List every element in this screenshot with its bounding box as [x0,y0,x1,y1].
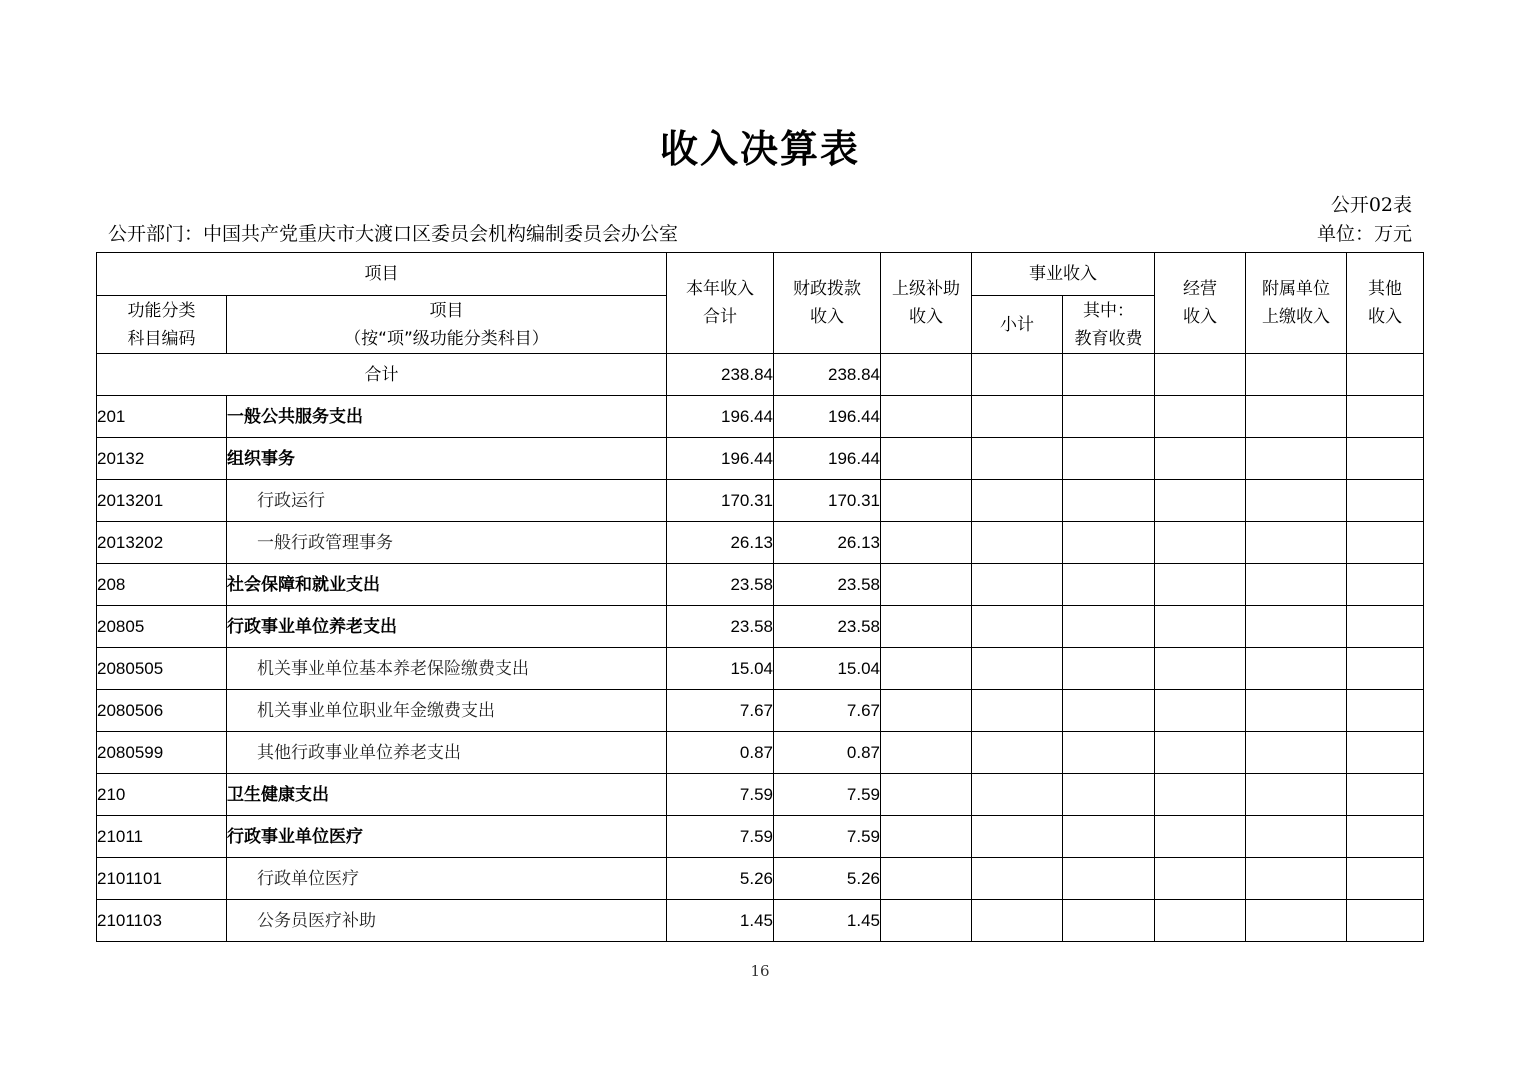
row-code: 2013202 [97,522,227,564]
empty-cell [881,522,972,564]
empty-cell [1155,690,1246,732]
empty-cell [1155,648,1246,690]
row-name: 一般行政管理事务 [227,522,667,564]
row-code: 2080599 [97,732,227,774]
row-name: 机关事业单位职业年金缴费支出 [227,690,667,732]
empty-cell [972,606,1063,648]
empty-cell [972,522,1063,564]
empty-cell [1063,438,1155,480]
row-total-income: 7.59 [667,774,774,816]
empty-cell [972,900,1063,942]
table-row [97,690,1424,732]
empty-cell [972,564,1063,606]
empty-cell [1246,900,1347,942]
row-code: 20132 [97,438,227,480]
row-code: 21011 [97,816,227,858]
empty-cell [1246,732,1347,774]
total-label: 合计 [97,354,667,396]
table-row [97,606,1424,648]
empty-cell [1347,606,1424,648]
empty-cell [1246,480,1347,522]
row-fiscal: 1.45 [774,900,881,942]
row-total-income: 7.67 [667,690,774,732]
table-row [97,564,1424,606]
empty-cell [1063,522,1155,564]
empty-cell [1347,480,1424,522]
row-total-income: 5.26 [667,858,774,900]
header-func-code: 功能分类 科目编码 [97,296,227,354]
row-name: 社会保障和就业支出 [227,564,667,606]
empty-cell [972,438,1063,480]
empty-cell [1347,816,1424,858]
row-fiscal: 196.44 [774,396,881,438]
table-row [97,774,1424,816]
empty-cell [1155,732,1246,774]
empty-cell [1063,732,1155,774]
unit-label: 单位：万元 [1316,223,1412,245]
row-total-income: 1.45 [667,900,774,942]
empty-cell [1155,858,1246,900]
row-code: 208 [97,564,227,606]
empty-cell [1347,396,1424,438]
empty-cell [881,564,972,606]
empty-cell [1246,438,1347,480]
empty-cell [1347,564,1424,606]
row-fiscal: 196.44 [774,438,881,480]
empty-cell [1347,690,1424,732]
empty-cell [881,606,972,648]
empty-cell [881,690,972,732]
empty-cell [1155,816,1246,858]
empty-cell [1063,690,1155,732]
row-total-income: 23.58 [667,564,774,606]
table-row [97,522,1424,564]
empty-cell [972,690,1063,732]
row-code: 2080505 [97,648,227,690]
row-fiscal: 7.59 [774,816,881,858]
row-total-income: 0.87 [667,732,774,774]
empty-cell [1246,522,1347,564]
form-number: 公开02表 [1330,194,1412,216]
header-item-name: 项目 （按“项”级功能分类科目） [227,296,667,354]
row-name: 行政单位医疗 [227,858,667,900]
row-name: 公务员医疗补助 [227,900,667,942]
row-fiscal: 170.31 [774,480,881,522]
header-education: 其中： 教育收费 [1063,296,1155,354]
empty-cell [881,732,972,774]
table-row [97,648,1424,690]
empty-cell [1246,606,1347,648]
empty-cell [1063,648,1155,690]
row-code: 201 [97,396,227,438]
empty-cell [972,396,1063,438]
empty-cell [1155,774,1246,816]
row-code: 2101101 [97,858,227,900]
empty-cell [1155,396,1246,438]
empty-cell [1347,522,1424,564]
row-code: 210 [97,774,227,816]
empty-cell [1155,438,1246,480]
empty-cell [1246,816,1347,858]
empty-cell [1246,564,1347,606]
empty-cell [972,648,1063,690]
table-row [97,396,1424,438]
empty-cell [972,732,1063,774]
table-row [97,480,1424,522]
empty-cell [881,438,972,480]
row-total-income: 23.58 [667,606,774,648]
header-affiliated: 附属单位 上缴收入 [1246,253,1347,354]
empty-cell [1246,774,1347,816]
row-name: 卫生健康支出 [227,774,667,816]
row-total-income: 26.13 [667,522,774,564]
row-total-income: 196.44 [667,396,774,438]
row-name: 行政事业单位养老支出 [227,606,667,648]
empty-cell [1155,900,1246,942]
row-code: 2080506 [97,690,227,732]
income-table [96,252,1424,942]
row-name: 其他行政事业单位养老支出 [227,732,667,774]
table-row [97,816,1424,858]
row-fiscal: 0.87 [774,732,881,774]
empty-cell [1246,396,1347,438]
row-name: 行政事业单位医疗 [227,816,667,858]
total-fiscal-value: 238.84 [774,354,881,396]
header-operating: 经营 收入 [1155,253,1246,354]
row-name: 行政运行 [227,480,667,522]
header-fiscal: 财政拨款 收入 [774,253,881,354]
empty-cell [881,774,972,816]
header-subtotal: 小计 [972,296,1063,354]
row-fiscal: 26.13 [774,522,881,564]
empty-cell [972,774,1063,816]
table-row [97,900,1424,942]
page-title: 收入决算表 [659,127,860,171]
row-name: 机关事业单位基本养老保险缴费支出 [227,648,667,690]
table-row [97,858,1424,900]
empty-cell [881,858,972,900]
row-fiscal: 23.58 [774,564,881,606]
empty-cell [1063,900,1155,942]
row-fiscal: 5.26 [774,858,881,900]
empty-cell [1347,732,1424,774]
empty-cell [972,480,1063,522]
empty-cell [881,648,972,690]
empty-cell [881,396,972,438]
row-fiscal: 7.67 [774,690,881,732]
empty-cell [972,858,1063,900]
empty-cell [1063,480,1155,522]
row-code: 2101103 [97,900,227,942]
row-code: 20805 [97,606,227,648]
department-label: 公开部门：中国共产党重庆市大渡口区委员会机构编制委员会办公室 [108,223,679,245]
row-fiscal: 7.59 [774,774,881,816]
row-fiscal: 15.04 [774,648,881,690]
empty-cell [1063,774,1155,816]
row-total-income: 15.04 [667,648,774,690]
row-name: 组织事务 [227,438,667,480]
empty-cell [1063,564,1155,606]
row-total-income: 170.31 [667,480,774,522]
empty-cell [1347,900,1424,942]
empty-cell [1347,858,1424,900]
empty-cell [1063,816,1155,858]
empty-cell [1063,858,1155,900]
total-row [97,354,1424,396]
empty-cell [1063,396,1155,438]
empty-cell [1246,858,1347,900]
empty-cell [881,480,972,522]
header-superior: 上级补助 收入 [881,253,972,354]
empty-cell [972,816,1063,858]
empty-cell [1347,648,1424,690]
row-total-income: 7.59 [667,816,774,858]
header-other: 其他 收入 [1347,253,1424,354]
header-business-group: 事业收入 [972,253,1155,296]
empty-cell [1155,564,1246,606]
empty-cell [1347,774,1424,816]
table-row [97,732,1424,774]
row-fiscal: 23.58 [774,606,881,648]
empty-cell [1347,438,1424,480]
row-name: 一般公共服务支出 [227,396,667,438]
header-item-group: 项目 [97,253,667,296]
empty-cell [881,816,972,858]
empty-cell [1246,690,1347,732]
empty-cell [1246,648,1347,690]
table-row [97,438,1424,480]
empty-cell [1155,606,1246,648]
page-number: 16 [750,962,770,980]
empty-cell [881,900,972,942]
empty-cell [1155,480,1246,522]
total-income-value: 238.84 [667,354,774,396]
empty-cell [1155,522,1246,564]
header-total-income: 本年收入 合计 [667,253,774,354]
empty-cell [1063,606,1155,648]
row-total-income: 196.44 [667,438,774,480]
row-code: 2013201 [97,480,227,522]
